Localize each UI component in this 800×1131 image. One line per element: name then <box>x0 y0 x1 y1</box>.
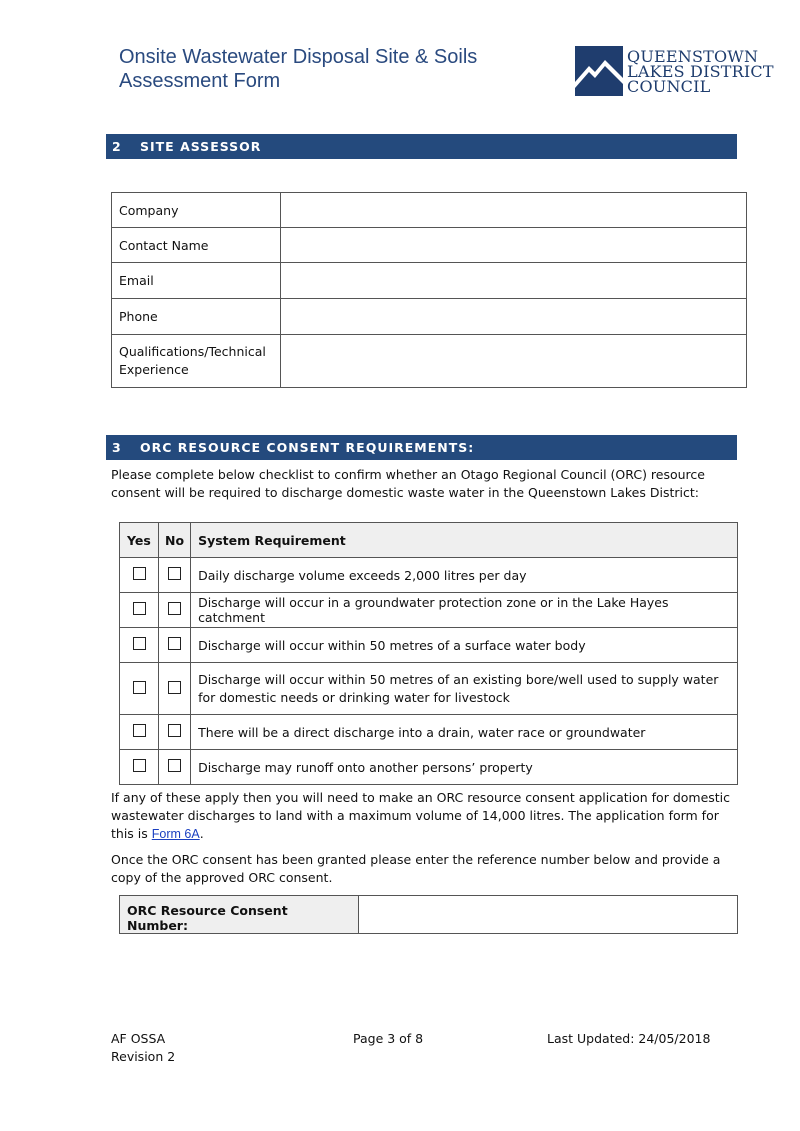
table-row <box>120 593 738 628</box>
logo-text-1: QUEENSTOWN <box>627 46 759 66</box>
table-row <box>120 558 738 593</box>
table-row <box>120 896 738 934</box>
requirement-text: Discharge will occur within 50 metres of an existing bore/well used to supply water for domestic needs or drinking water for livestock <box>191 663 738 715</box>
phone-field[interactable] <box>281 299 747 335</box>
table-row <box>112 228 747 263</box>
title-line-1: Onsite Wastewater Disposal Site & Soils <box>119 46 478 68</box>
field-label: Contact Name <box>112 228 281 263</box>
column-no: No <box>159 523 191 558</box>
table-row <box>120 628 738 663</box>
council-logo <box>575 46 774 96</box>
field-label: Qualifications/Technical Experience <box>112 335 281 388</box>
section-number: 3 <box>112 440 122 455</box>
field-label: Company <box>112 193 281 228</box>
after-text: If any of these apply then you will need to make an ORC resource consent application for domestic wastewater discharges to land with a maximum volume of 14,000 litres. The application form for this is <box>111 790 731 841</box>
requirement-text: There will be a direct discharge into a drain, water race or groundwater <box>191 715 738 750</box>
section-number: 2 <box>112 139 122 154</box>
section-2-header <box>106 134 737 159</box>
logo-text-3: COUNCIL <box>627 76 711 96</box>
intro-paragraph: Please complete below checklist to confirm whether an Otago Regional Council (ORC) resource consent will be required to discharge domestic waste water in the Queenstown Lakes District: <box>111 467 705 500</box>
mountain-logo-icon <box>575 46 623 96</box>
company-field[interactable] <box>281 193 747 228</box>
column-yes: Yes <box>120 523 159 558</box>
table-row <box>120 663 738 715</box>
document-title <box>119 45 477 93</box>
footer-left <box>111 1030 175 1066</box>
requirement-text: Discharge will occur in a groundwater protection zone or in the Lake Hayes catchment <box>191 593 738 628</box>
yes-checkbox[interactable] <box>133 724 146 737</box>
title-line-2: Assessment Form <box>119 70 281 92</box>
qualifications-field[interactable] <box>281 335 747 388</box>
yes-checkbox[interactable] <box>133 602 146 615</box>
table-row <box>112 193 747 228</box>
section-3-header <box>106 435 737 460</box>
yes-checkbox[interactable] <box>133 567 146 580</box>
requirement-text: Discharge may runoff onto another persons’ property <box>191 750 738 785</box>
table-row <box>112 299 747 335</box>
footer-page-number: Page 3 of 8 <box>353 1031 424 1046</box>
yes-checkbox[interactable] <box>133 681 146 694</box>
no-checkbox[interactable] <box>168 759 181 772</box>
no-checkbox[interactable] <box>168 724 181 737</box>
no-checkbox[interactable] <box>168 637 181 650</box>
footer-last-updated: Last Updated: 24/05/2018 <box>547 1031 711 1046</box>
site-assessor-table <box>111 192 747 388</box>
requirement-text: Discharge will occur within 50 metres of a surface water body <box>191 628 738 663</box>
column-requirement: System Requirement <box>191 523 738 558</box>
requirements-checklist <box>119 522 738 785</box>
table-row <box>112 263 747 299</box>
consent-number-label: ORC Resource Consent Number: <box>120 896 359 934</box>
field-label: Email <box>112 263 281 299</box>
no-checkbox[interactable] <box>168 681 181 694</box>
table-row <box>120 715 738 750</box>
contact-name-field[interactable] <box>281 228 747 263</box>
form-6a-link[interactable]: Form 6A <box>151 827 200 841</box>
field-label: Phone <box>112 299 281 335</box>
section-title: ORC RESOURCE CONSENT REQUIREMENTS: <box>140 440 475 455</box>
requirement-text: Daily discharge volume exceeds 2,000 litres per day <box>191 558 738 593</box>
table-row <box>112 335 747 388</box>
logo-text-2: LAKES DISTRICT <box>627 61 774 81</box>
section-title: SITE ASSESSOR <box>140 139 262 154</box>
no-checkbox[interactable] <box>168 602 181 615</box>
after-link-text: . <box>199 826 204 841</box>
consent-paragraph: Once the ORC consent has been granted please enter the reference number below and provide a copy of the approved ORC consent. <box>111 852 721 885</box>
consent-number-field[interactable] <box>359 896 738 934</box>
footer-revision: Revision 2 <box>111 1049 176 1064</box>
yes-checkbox[interactable] <box>133 637 146 650</box>
no-checkbox[interactable] <box>168 567 181 580</box>
consent-number-table <box>119 895 738 934</box>
table-header-row <box>120 523 738 558</box>
table-row <box>120 750 738 785</box>
after-paragraph <box>111 789 736 843</box>
footer-code: AF OSSA <box>111 1031 166 1046</box>
email-field[interactable] <box>281 263 747 299</box>
yes-checkbox[interactable] <box>133 759 146 772</box>
